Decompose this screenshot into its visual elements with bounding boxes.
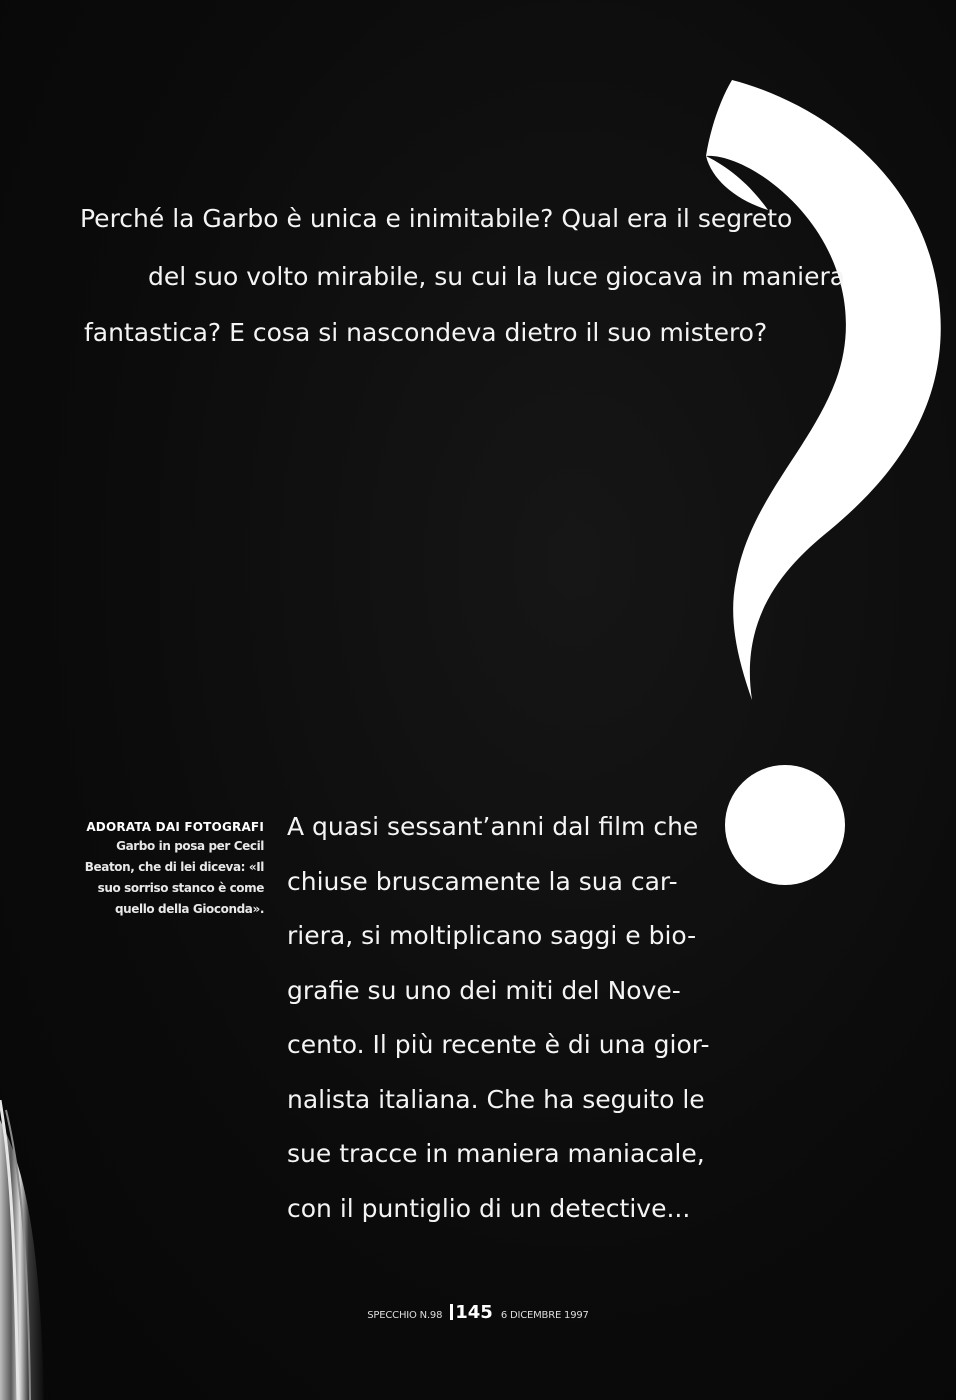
caption-heading: ADORATA DAI FOTOGRAFI: [86, 820, 264, 834]
body-line: nalista italiana. Che ha seguito le: [287, 1084, 705, 1114]
article-body: [287, 800, 710, 1236]
intro-line-1: Perché la Garbo è unica e inimitabile? Qual era il segreto: [80, 204, 793, 233]
body-line: sue tracce in maniera maniacale,: [287, 1139, 705, 1168]
page-number-value: 145: [455, 1302, 493, 1323]
caption-line: Garbo in posa per Cecil: [116, 839, 264, 853]
page-number: [450, 1302, 493, 1323]
page-number-bar: [450, 1304, 453, 1320]
body-line: grafie su uno dei miti del Nove-: [287, 975, 681, 1005]
page-footer: [0, 1302, 956, 1323]
body-line: chiuse bruscamente la sua car-: [287, 866, 678, 896]
intro-line-3: fantastica? E cosa si nascondeva dietro il suo mistero?: [84, 318, 768, 347]
magazine-name: SPECCHIO N.98: [367, 1310, 443, 1321]
caption-line: quello della Gioconda».: [114, 902, 264, 916]
photo-caption: [60, 818, 264, 920]
issue-date: 6 DICEMBRE 1997: [500, 1310, 589, 1321]
body-line: cento. Il più recente è di una gior-: [287, 1030, 710, 1059]
body-line: con il puntiglio di un detective...: [287, 1193, 691, 1223]
body-line: riera, si moltiplicano saggi e bio-: [287, 921, 697, 950]
photo-edge-fragment: [0, 1100, 70, 1400]
caption-line: suo sorriso stanco è come: [97, 881, 264, 895]
body-line: A quasi sessant’anni dal film che: [287, 812, 699, 841]
caption-line: Beaton, che di lei diceva: «Il: [84, 860, 264, 874]
intro-line-2: del suo volto mirabile, su cui la luce giocava in maniera: [148, 262, 846, 291]
